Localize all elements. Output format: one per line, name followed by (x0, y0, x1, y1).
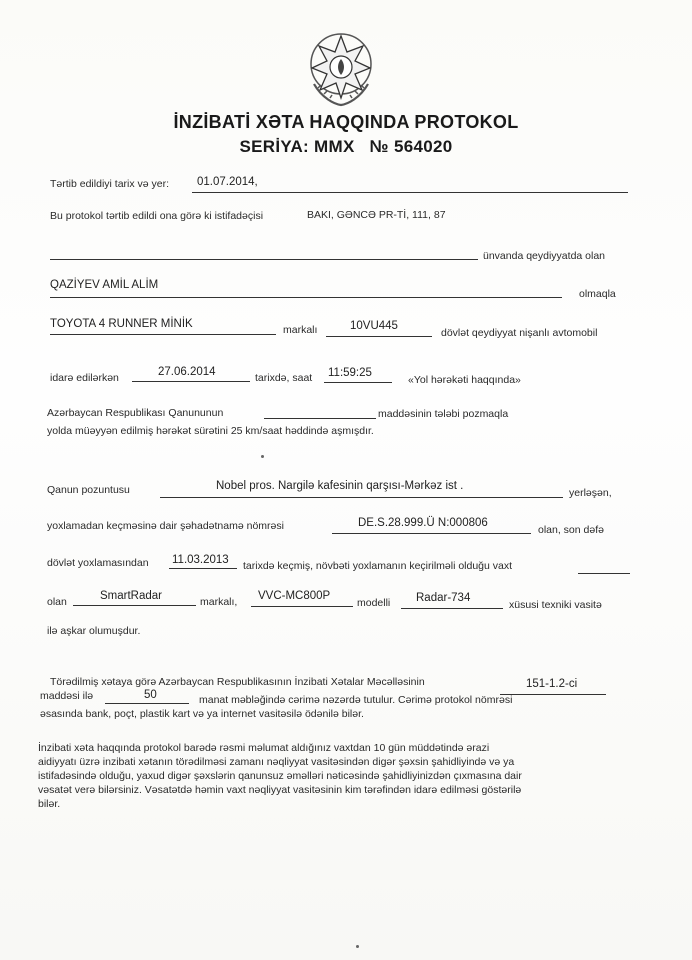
officer-label: Bu protokol tərtib edildi ona görə ki istifadəçisi (50, 210, 264, 222)
next-inspection-underline (578, 573, 630, 574)
plate-number: 10VU445 (350, 320, 398, 332)
cert-suffix: olan, son dəfə (538, 524, 604, 536)
cert-label: yoxlamadan keçməsinə dair şəhadətnamə nömrəsi (47, 520, 284, 532)
violation-label: Qanun pozuntusu (47, 484, 130, 496)
notice-line-1: İnzibati xəta haqqında protokol barədə rəsmi məlumat aldığınız vaxtdan 10 gün müddətində ərazi (38, 742, 490, 754)
incident-date-underline (132, 381, 250, 382)
plate-suffix: dövlət qeydiyyat nişanlı avtomobil (441, 327, 598, 339)
article-underline (264, 418, 376, 419)
penalty-article-underline (500, 694, 606, 695)
vehicle-make-underline (50, 334, 276, 335)
incident-time-underline (324, 382, 392, 383)
date-label: Tərtib edildiyi tarix və yer: (50, 178, 170, 190)
location-suffix: yerləşən, (569, 487, 612, 499)
penalty-amount: 50 (144, 689, 157, 701)
law-name: «Yol hərəkəti haqqında» (408, 374, 521, 386)
penalty-line-2-prefix: maddəsi ilə (40, 690, 94, 702)
article-suffix: maddəsinin tələbi pozmaqla (378, 408, 509, 420)
location-underline (160, 497, 563, 498)
person-underline (50, 297, 562, 298)
inspection-date-underline (169, 568, 237, 569)
incident-time: 11:59:25 (328, 367, 372, 379)
inspection-date: 11.03.2013 (172, 554, 229, 566)
device-model-label: modelli (357, 597, 391, 609)
notice-line-2: aidiyyatı üzrə inzibati xətanın törədilməsi zamanı nəqliyyat vasitəsindən digər şəxsin şahidliyində və ya (38, 756, 515, 768)
incident-date: 27.06.2014 (158, 366, 216, 378)
penalty-line-1: Törədilmiş xətaya görə Azərbaycan Respublikasının İnzibati Xətalar Məcəlləsinin (50, 676, 425, 688)
cert-number: DE.S.28.999.Ü N:000806 (358, 517, 488, 529)
date-value: 01.07.2014, (197, 176, 258, 188)
notice-line-3: istifadəsində olduğu, yaxud digər şəxslərin qanunsuz əməlləri nəticəsində şahidliyinizdən çıxmasına dair (38, 770, 522, 782)
device-model-underline (251, 606, 353, 607)
scan-mark (356, 945, 359, 948)
person-name: QAZİYEV AMİL ALİM (50, 279, 159, 291)
cert-underline (332, 533, 531, 534)
notice-line-4: vəsatət verə bilərsiniz. Vəsatətdə həmin vaxt nəqliyyat vasitəsinin kim tərəfindən idarə edilməsi göstərilə (38, 784, 522, 796)
make-label: markalı (283, 324, 318, 336)
date-underline (192, 192, 628, 193)
scan-mark (261, 455, 264, 458)
device-make-underline (73, 605, 196, 606)
number-sign: № (369, 137, 389, 156)
republic-law-label: Azərbaycan Respublikası Qanununun (47, 407, 224, 419)
series-line (0, 137, 692, 157)
driving-label: idarə edilərkən (50, 372, 119, 384)
plate-underline (326, 336, 432, 337)
penalty-amount-underline (105, 703, 189, 704)
device-suffix: xüsusi texniki vasitə (509, 599, 602, 611)
penalty-line-2-suffix: manat məbləğində cərimə nəzərdə tutulur. Cərimə protokol nömrəsi (199, 694, 513, 706)
person-suffix: olmaqla (579, 288, 616, 300)
registration-underline (50, 259, 478, 260)
device-name: Radar-734 (416, 592, 471, 604)
notice-line-5: bilər. (38, 798, 61, 810)
inspection-suffix: tarixdə keçmiş, növbəti yoxlamanın keçirilməli olduğu vaxt (243, 560, 513, 572)
penalty-line-3: əsasında bank, poçt, plastik kart və ya internet vasitəsilə ödənilə bilər. (40, 708, 364, 720)
address-value: BAKI, GƏNCƏ PR-Tİ, 111, 87 (307, 209, 446, 221)
device-model: VVC-MC800P (258, 590, 331, 602)
device-make-label: markalı, (200, 596, 238, 608)
device-prefix: olan (47, 596, 67, 608)
protocol-title: İNZİBATİ XƏTA HAQQINDA PROTOKOL (173, 112, 519, 132)
series-label: SERİYA: (239, 137, 309, 156)
series-value: MMX (314, 137, 355, 156)
inspection-label: dövlət yoxlamasından (47, 557, 149, 569)
protocol-number: 564020 (393, 137, 453, 156)
azerbaijan-coat-of-arms-icon (300, 28, 382, 110)
speeding-text: yolda müəyyən edilmiş hərəkət sürətini 25 km/saat həddində aşmışdır. (47, 425, 374, 437)
device-make: SmartRadar (100, 590, 162, 602)
detected-text: ilə aşkar olumuşdur. (47, 625, 141, 637)
violation-location: Nobel pros. Nargilə kafesinin qarşısı-Mərkəz ist . (216, 480, 464, 492)
date-suffix: tarixdə, saat (255, 372, 313, 384)
registered-suffix: ünvanda qeydiyyatda olan (483, 250, 606, 262)
vehicle-make: TOYOTA 4 RUNNER MİNİK (50, 318, 193, 330)
penalty-article: 151-1.2-ci (526, 678, 578, 690)
device-name-underline (401, 608, 503, 609)
